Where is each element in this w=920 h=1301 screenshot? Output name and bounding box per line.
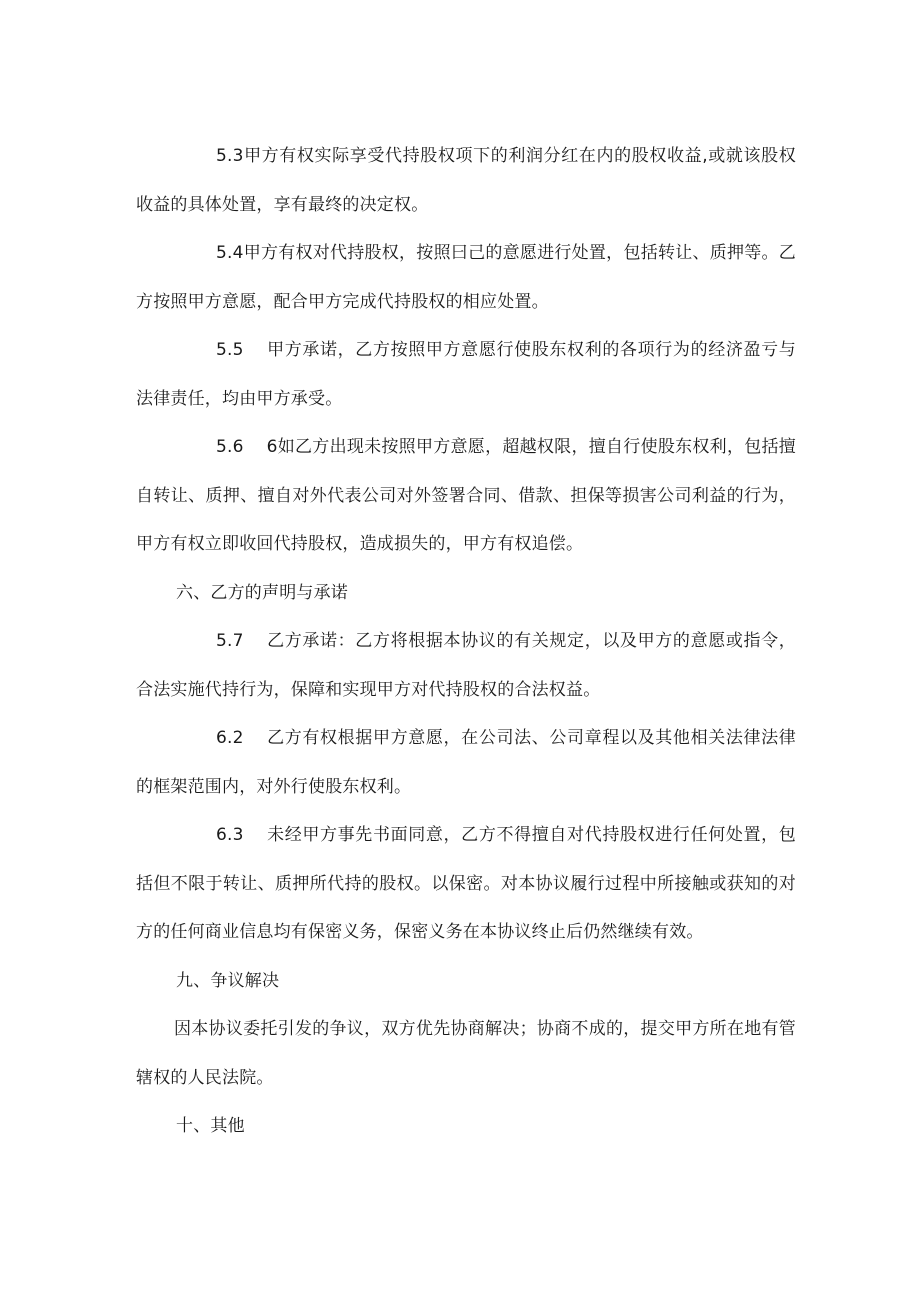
section-heading-nine: 九、争议解决: [176, 970, 280, 991]
clause-5-5: [136, 326, 796, 423]
section-heading-six: 六、乙方的声明与承诺: [176, 582, 348, 603]
clause-text: 未经甲方事先书面同意，乙方不得擅自对代持股权进行任何处置，包括但不限于转让、质押所代持的股权。以保密。对本协议履行过程中所接触或获知的对方的任何商业信息均有保密义务，保密义务在本协议终止后仍然继续有效。: [136, 825, 796, 942]
clause-number: 5.3: [216, 146, 244, 166]
clause-5-3: [136, 132, 796, 229]
clause-5-4: [136, 229, 796, 326]
clause-number: 6.3: [216, 825, 244, 845]
clause-6-2: [136, 714, 796, 811]
clause-number: 5.4: [216, 243, 244, 263]
clause-number: 5.6: [216, 437, 244, 457]
clause-text: 甲方承诺，乙方按照甲方意愿行使股东权利的各项行为的经济盈亏与法律责任，均由甲方承受。: [136, 340, 796, 409]
clause-5-6: [136, 423, 796, 569]
clause-text: 乙方承诺：乙方将根据本协议的有关规定，以及甲方的意愿或指令，合法实施代持行为，保障和实现甲方对代持股权的合法权益。: [136, 631, 796, 700]
clause-6-3: [136, 811, 796, 957]
dispute-paragraph: 因本协议委托引发的争议，双方优先协商解决；协商不成的，提交甲方所在地有管辖权的人民法院。: [136, 1019, 796, 1088]
clause-text: 乙方有权根据甲方意愿，在公司法、公司章程以及其他相关法律法律的框架范围内，对外行使股东权利。: [136, 728, 796, 797]
clause-number: 5.7: [216, 631, 244, 651]
section-heading-ten: 十、其他: [176, 1116, 245, 1136]
clause-text: 甲方有权实际享受代持股权项下的利润分红在内的股权收益,或就该股权收益的具体处置，享有最终的决定权。: [136, 146, 796, 215]
clause-text: 甲方有权对代持股权，按照曰己的意愿进行处置，包括转让、质押等。乙方按照甲方意愿，配合甲方完成代持股权的相应处置。: [136, 243, 796, 312]
clause-number: 5.5: [216, 340, 244, 360]
clause-text: 6如乙方出现未按照甲方意愿，超越权限，擅自行使股东权利，包括擅自转让、质押、擅自对外代表公司对外签署合同、借款、担保等损害公司利益的行为，甲方有权立即收回代持股权，造成损失的，甲方有权追偿。: [136, 437, 796, 554]
clause-5-7: [136, 617, 796, 714]
clause-number: 6.2: [216, 728, 244, 748]
document-body: [136, 132, 796, 1151]
